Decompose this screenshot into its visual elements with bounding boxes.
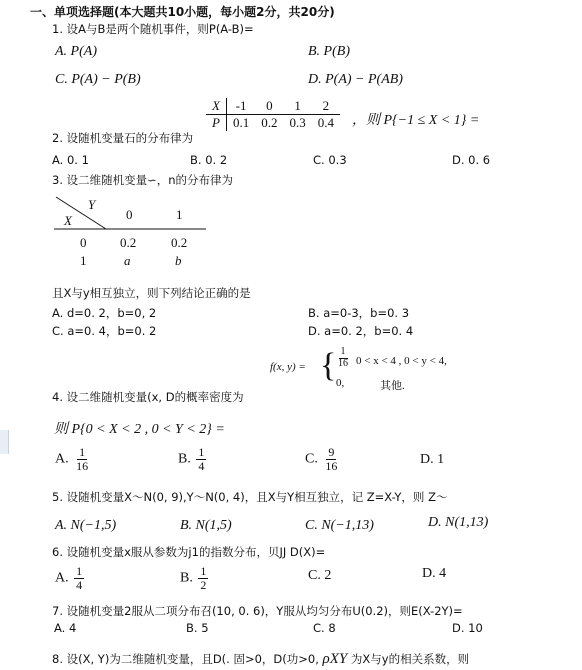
q2-header-cell: -1 <box>226 98 255 115</box>
q4-case1-val <box>334 347 352 369</box>
q3-option-d[interactable]: D. a=0. 2，b=0. 4 <box>308 324 414 338</box>
q4-a-den: 16 <box>76 458 89 473</box>
q8-rho: ρXY <box>322 651 348 667</box>
q2-stem: 2. 设随机变量石的分布律为 <box>52 131 194 145</box>
q5-stem: 5. 设随机变量X～N(0, 9),Y～N(0, 4)，且X与Y相互独立，记 Z=X-Y，则 Z～ <box>52 490 448 504</box>
q1-option-c[interactable]: C. P(A) − P(B) <box>55 72 141 87</box>
q1-stem: 1. 设A与B是两个随机事件，则P(A-B)= <box>52 22 254 36</box>
q4-f-den: 16 <box>338 357 348 369</box>
q6-b-num: 1 <box>200 564 207 578</box>
q2-header-cell: 1 <box>283 98 311 115</box>
q4-a-num: 1 <box>79 445 86 459</box>
q7-option-b[interactable]: B. 5 <box>186 621 209 635</box>
q6-option-b[interactable] <box>180 565 210 591</box>
q3-row-header: 1 <box>80 253 87 268</box>
q7-option-d[interactable]: D. 10 <box>452 621 483 635</box>
q4-option-c[interactable] <box>305 446 341 472</box>
q3-label-y: Y <box>88 197 96 212</box>
q2-prob-cell: 0.3 <box>289 115 306 130</box>
q6-a-den: 4 <box>76 577 83 592</box>
q4-option-b[interactable] <box>178 446 208 472</box>
q3-option-c[interactable]: C. a=0. 4，b=0. 2 <box>52 324 157 338</box>
q4-b-num: 1 <box>198 445 205 459</box>
q1-option-d[interactable]: D. P(A) − P(AB) <box>308 72 403 87</box>
q2-option-b[interactable]: B. 0. 2 <box>190 153 228 167</box>
q4-c-num: 9 <box>328 445 335 459</box>
q4-density-formula <box>270 344 450 392</box>
q3-col-header: 1 <box>176 207 183 222</box>
scrollbar-edge[interactable] <box>0 430 9 454</box>
q2-prob-cell: 0.2 <box>261 115 278 130</box>
q6-a-label: A. <box>55 570 69 586</box>
q2-distribution-table <box>206 98 340 131</box>
q4-f-num: 1 <box>340 346 346 357</box>
q2-header-cell: 0 <box>255 98 283 115</box>
q1-option-b[interactable]: B. P(B) <box>308 44 350 59</box>
q4-d-val: 1 <box>437 452 445 467</box>
q5-option-a[interactable]: A. N(−1,5) <box>55 518 117 533</box>
q3-joint-table <box>54 195 206 275</box>
q8-stem-pre: 8. 设(X, Y)为二维随机变量，且D(. 固>0，D(功>0, <box>52 652 319 666</box>
q5-option-d[interactable]: D. N(1,13) <box>428 515 489 530</box>
q5-option-c[interactable]: C. N(−1,13) <box>305 518 374 533</box>
q8-stem <box>52 651 469 668</box>
q1-option-a[interactable]: A. P(A) <box>55 44 97 59</box>
q3-stem: 3. 设二维随机变量∽，n的分布律为 <box>52 173 234 187</box>
q2-ask: ，则 P{−1 ≤ X < 1} = <box>352 113 480 128</box>
q6-b-den: 2 <box>200 577 207 592</box>
q4-ask: 则 P{0 < X < 2 , 0 < Y < 2} = <box>54 422 225 437</box>
q6-option-c[interactable]: C. 2 <box>308 568 332 583</box>
q4-case2-cond: 其他. <box>380 380 405 392</box>
q6-option-d[interactable]: D. 4 <box>422 566 447 581</box>
q3-col-header: 0 <box>126 207 133 222</box>
q3-row-header: 0 <box>80 235 87 250</box>
q4-stem: 4. 设二维随机变量(x, D的概率密度为 <box>52 390 244 404</box>
q3-cell: b <box>175 253 182 268</box>
q3-cell: a <box>124 253 131 268</box>
q4-density-lhs: f(x, y) = <box>270 361 306 373</box>
q5-option-b[interactable]: B. N(1,5) <box>180 518 232 533</box>
q7-option-c[interactable]: C. 8 <box>313 621 336 635</box>
q3-condition: 且X与y相互独立，则下列结论正确的是 <box>52 286 251 300</box>
q3-option-b[interactable]: B. a=0-3，b=0. 3 <box>308 306 410 320</box>
q2-prob-cell: 0.1 <box>232 115 250 130</box>
q7-option-a[interactable]: A. 4 <box>54 621 77 635</box>
q6-a-num: 1 <box>76 564 83 578</box>
q2-option-c[interactable]: C. 0.3 <box>313 153 347 167</box>
q2-option-d[interactable]: D. 0. 6 <box>452 153 491 167</box>
q3-cell: 0.2 <box>171 235 188 250</box>
q4-c-label: C. <box>305 451 318 467</box>
q4-d-label: D. <box>420 452 434 467</box>
q2-option-a[interactable]: A. 0. 1 <box>52 153 89 167</box>
q6-option-a[interactable] <box>55 565 86 591</box>
q4-c-den: 16 <box>325 458 338 473</box>
q7-stem: 7. 设随机变量2服从二项分布召(10, 0. 6)，Y服从均匀分布U(0.2)，则E(X-2Y)= <box>52 604 463 618</box>
q3-option-a[interactable]: A. d=0. 2，b=0, 2 <box>52 306 157 320</box>
q6-stem: 6. 设随机变量x服从参数为j1的指数分布，贝JJ D(X)= <box>52 545 326 559</box>
q2-header-x: X <box>206 98 226 115</box>
q4-case1-cond: 0 < x < 4 , 0 < y < 4, <box>356 355 447 367</box>
q2-prob-cell: 0.4 <box>317 115 334 130</box>
q4-b-label: B. <box>178 451 191 467</box>
q6-b-label: B. <box>180 570 193 586</box>
q3-label-x: X <box>64 213 72 228</box>
q2-header-cell: 2 <box>312 98 340 115</box>
q2-row-p: P <box>206 115 226 132</box>
q4-a-label: A. <box>55 451 69 467</box>
q4-option-a[interactable] <box>55 446 92 472</box>
q4-b-den: 4 <box>198 458 205 473</box>
q3-cell: 0.2 <box>120 235 137 250</box>
q8-stem-post: 为X与y的相关系数，则 <box>350 652 470 666</box>
q4-brace: { <box>320 347 337 384</box>
q4-case2-val: 0, <box>336 377 345 389</box>
q4-option-d[interactable] <box>420 452 444 468</box>
section-title: 一、单项选择题(本大题共10小题，每小题2分，共20分) <box>30 5 335 19</box>
